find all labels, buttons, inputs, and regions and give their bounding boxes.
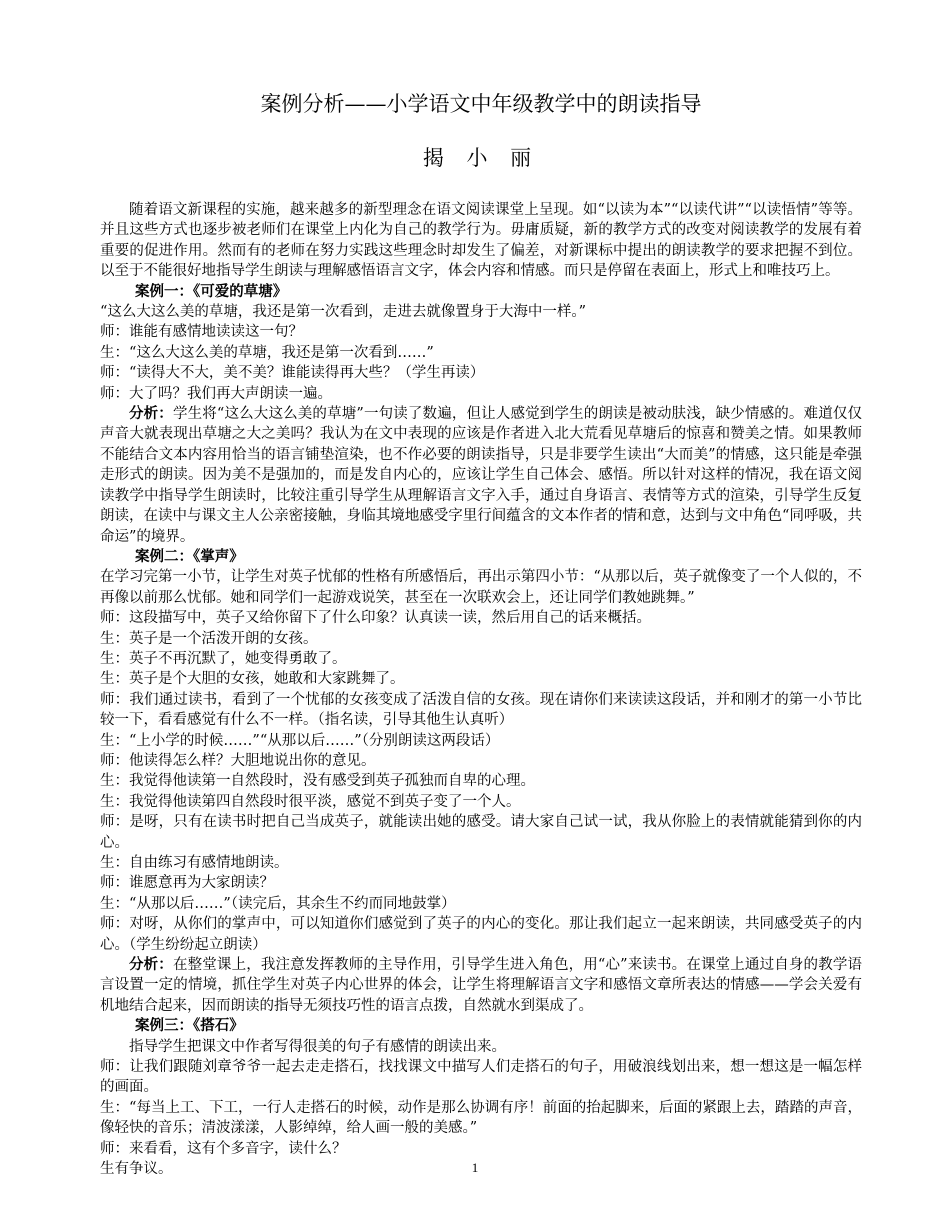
case-two-line: 师：对呀，从你们的掌声中，可以知道你们感觉到了英子的内心的变化。那让我们起立一起来朗读，共同感受英子的内心。（学生纷纷起立朗读） [100, 916, 862, 953]
case-two-line: 师：他读得怎么样？大胆地说出你的意见。 [100, 752, 376, 769]
case-three-line: 生有争议。 [100, 1161, 173, 1178]
case-two-heading: 案例二：《掌声》 [135, 547, 244, 565]
intro-paragraph: 随着语文新课程的实施，越来越多的新型理念在语文阅读课堂上呈现。如“以读为本”“以读代讲”“以读悟情”等等。并且这些方式也逐步被老师们在课堂上内化为自己的教学行为。毋庸质疑，新的教学方式的改变对阅读教学的发展有着重要的促进作用。然而有的老师在努力实践这些理念时却发生了偏差，对新课标中提出的朗读教学的要求把握不到位。以至于不能很好地指导学生朗读与理解感悟语言文字，体会内容和情感。而只是停留在表面上，形式上和唯技巧上。 [100, 202, 862, 280]
case-two-line: 在学习完第一小节，让学生对英子忧郁的性格有所感悟后，再出示第四小节：“从那以后，英子就像变了一个人似的，不再像以前那么忧郁。她和同学们一起游戏说笑，甚至在一次联欢会上，还让同学们教她跳舞。” [100, 569, 862, 606]
case-two-line: 生：我觉得他读第四自然段时很平淡，感觉不到英子变了一个人。 [100, 793, 521, 810]
case-two-line: 生：英子是一个活泼开朗的女孩。 [100, 630, 318, 647]
case-two-line: 生：“上小学的时候……”“从那以后……”（分别朗读这两段话） [100, 732, 500, 749]
case-one-line: 师：谁能有感情地读读这一句？ [100, 324, 303, 341]
case-one-heading: 案例一：《可爱的草塘》 [135, 282, 288, 300]
case-one-line: 师：大了吗？我们再大声朗读一遍。 [100, 385, 332, 402]
document-title: 案例分析——小学语文中年级教学中的朗读指导 [260, 92, 702, 116]
case-three-heading: 案例三：《搭石》 [135, 1017, 244, 1035]
case-two-analysis [100, 955, 862, 1016]
analysis-text: 学生将“这么大这么美的草塘”一句读了数遍，但让人感觉到学生的朗读是被动肤浅，缺少情感的。难道仅仅声音大就表现出草塘之大之美吗？我认为在文中表现的应该是作者进入北大荒看见草塘后的惊喜和赞美之情。如果教师不能结合文本内容用恰当的语言铺垫渲染，也不作必要的朗读指导，只是非要学生读出“大而美”的情感，这只能是牵强走形式的朗读。因为美不是强加的，而是发自内心的，应该让学生自己体会、感悟。所以针对这样的情况，我在语文阅读教学中指导学生朗读时，比较注重引导学生从理解语言文字入手，通过自身语言、表情等方式的渲染，引导学生反复朗读，在读中与课文主人公亲密接触，身临其境地感受字里行间蕴含的文本作者的情和意，达到与文中角色“同呼吸，共命运”的境界。 [100, 406, 863, 545]
case-two-line: 师：是呀，只有在读书时把自己当成英子，就能读出她的感受。请大家自己试一试，我从你脸上的表情就能猜到你的内心。 [100, 814, 862, 851]
case-two-line: 生：“从那以后……”（读完后，其余生不约而同地鼓掌） [100, 895, 456, 912]
case-three-line: 生：“每当上工、下工，一行人走搭石的时候，动作是那么协调有序！前面的抬起脚来，后面的紧跟上去，踏踏的声音，像轻快的音乐；清波漾漾，人影绰绰，给人画一般的美感。” [100, 1099, 862, 1137]
case-three-intro: 指导学生把课文中作者写得很美的句子有感情的朗读出来。 [129, 1038, 506, 1055]
case-two-line: 师：我们通过读书，看到了一个忧郁的女孩变成了活泼自信的女孩。现在请你们来读读这段话，并和刚才的第一小节比较一下，看看感觉有什么不一样。（指名读，引导其他生认真听） [100, 691, 862, 729]
case-two-line: 生：英子是个大胆的女孩，她敢和大家跳舞了。 [100, 671, 405, 688]
case-three-line: 师：让我们跟随刘章爷爷一起去走走搭石，找找课文中描写人们走搭石的句子，用破浪线划出来，想一想这是一幅怎样的画面。 [100, 1059, 862, 1096]
case-one-line: “这么大这么美的草塘，我还是第一次看到，走进去就像置身于大海中一样。” [100, 304, 587, 321]
analysis-text: 在整堂课上，我注意发挥教师的主导作用，引导学生进入角色，用“心”来读书。在课堂上通过自身的教学语言设置一定的情境，抓住学生对英子内心世界的体会，让学生将理解语言文字和感悟文章所表达的情感——学会关爱有机地结合起来，因而朗读的指导无须技巧性的语言点拨，自然就水到渠成了。 [100, 957, 863, 1014]
case-two-line: 生：英子不再沉默了，她变得勇敢了。 [100, 650, 347, 667]
analysis-label: 分析： [129, 405, 173, 423]
author-name: 揭 小 丽 [422, 146, 540, 170]
case-two-line: 师：这段描写中，英子又给你留下了什么印象？认真读一读，然后用自己的话来概括。 [100, 610, 651, 627]
analysis-label: 分析： [129, 956, 173, 974]
document-page [100, 90, 862, 1180]
case-one-analysis [100, 404, 862, 547]
case-one-line: 师：“读得大不大，美不美？谁能读得再大些？（学生再读） [100, 365, 485, 382]
case-two-line: 生：我觉得他读第一自然段时，没有感受到英子孤独而自卑的心理。 [100, 773, 535, 790]
page-number: 1 [471, 1160, 479, 1175]
case-two-line: 师：谁愿意再为大家朗读？ [100, 875, 274, 892]
case-two-line: 生：自由练习有感情地朗读。 [100, 855, 289, 871]
case-one-line: 生：“这么大这么美的草塘，我还是第一次看到……” [100, 344, 434, 361]
case-three-line: 师：来看看，这有个多音字，读什么？ [100, 1140, 347, 1157]
